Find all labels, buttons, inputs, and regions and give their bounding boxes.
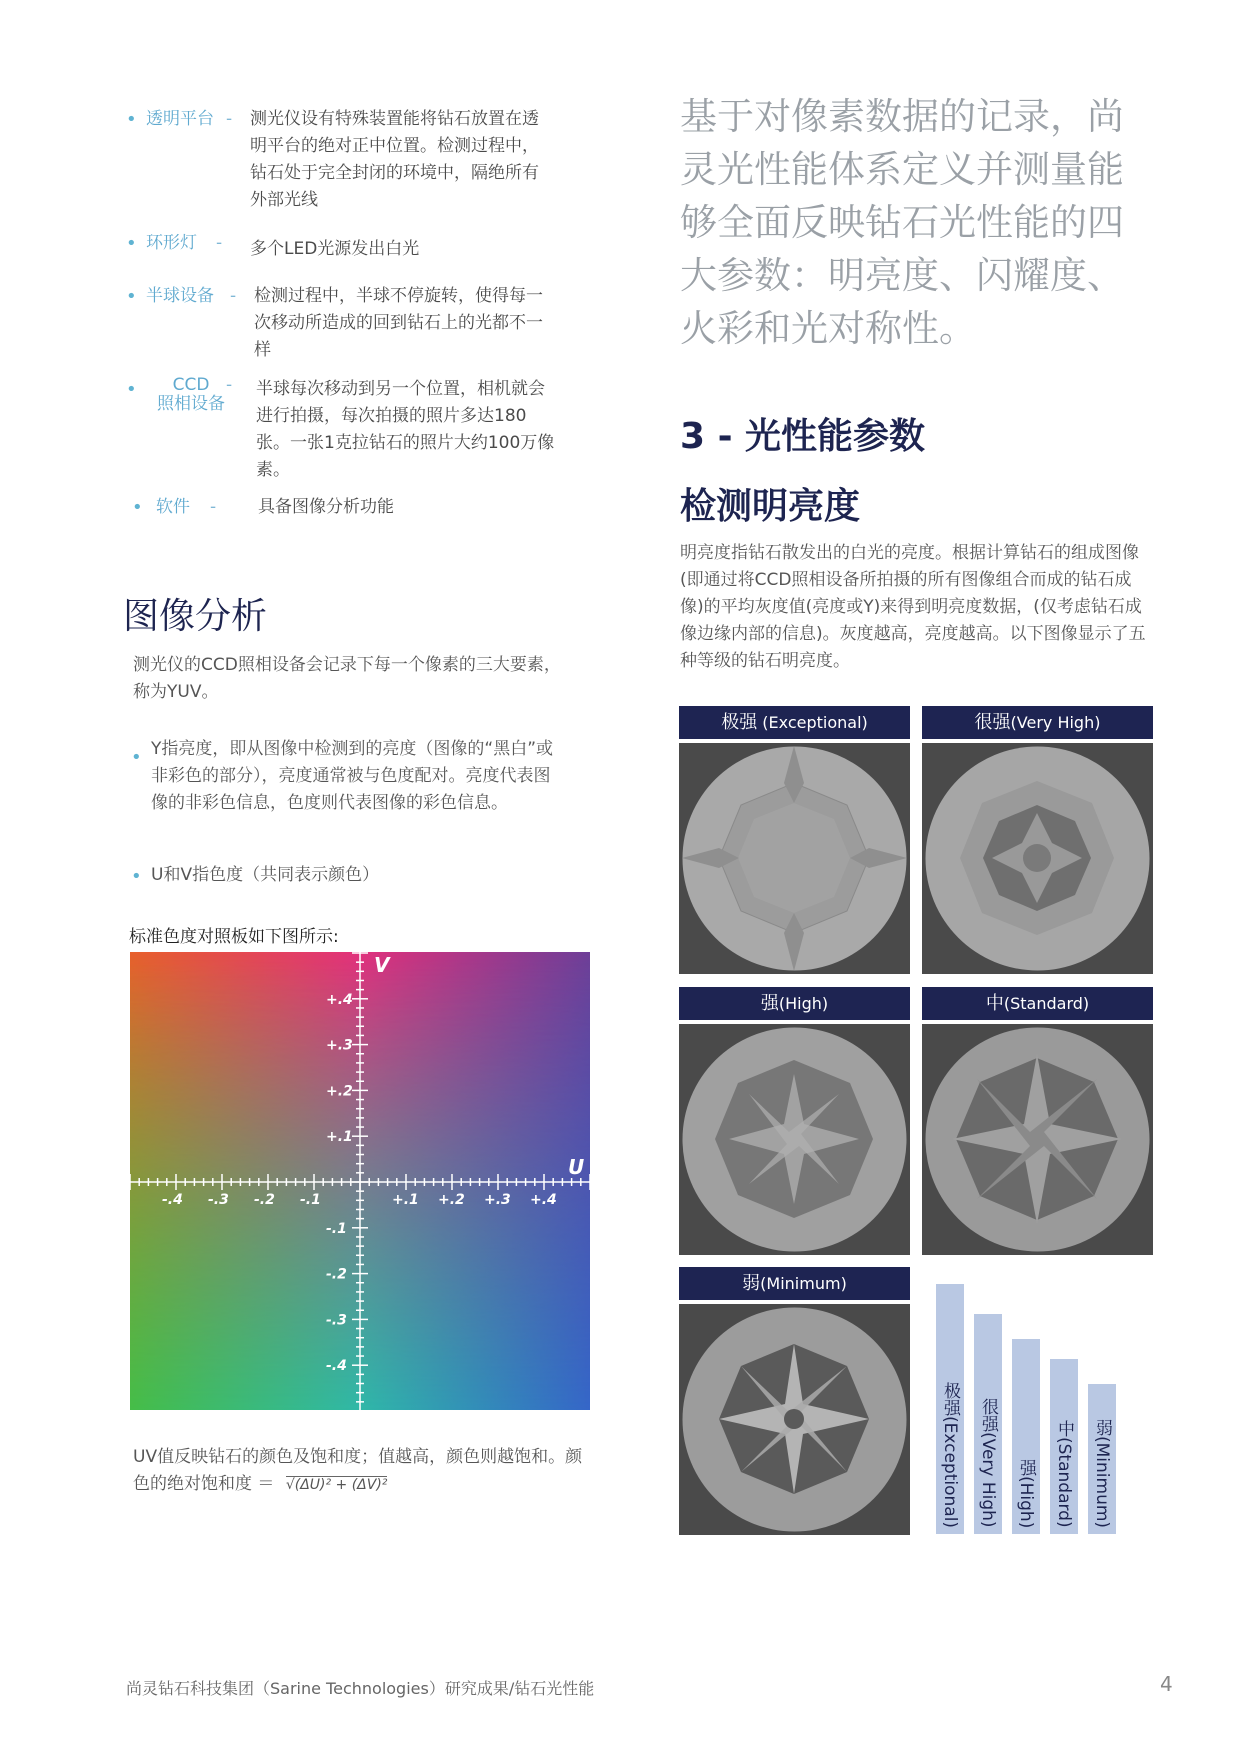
u-tick-label: -.2 xyxy=(254,1192,275,1208)
spec-term: 环形灯 xyxy=(146,233,197,253)
subsection-heading: 检测明亮度 xyxy=(680,486,861,527)
uv-note xyxy=(133,1444,583,1499)
grade-en: (High) xyxy=(778,994,829,1013)
section-heading: 3 - 光性能参数 xyxy=(680,416,926,457)
grade-zh: 极强 xyxy=(721,712,758,733)
u-axis-label: U xyxy=(568,1155,585,1179)
v-tick-label: +.2 xyxy=(326,1083,353,1100)
spec-desc: 测光仪设有特殊装置能将钻石放置在透明平台的绝对正中位置。检测过程中，钻石处于完全封闭的环境中，隔绝所有外部光线 xyxy=(250,109,539,210)
u-tick-label: +.3 xyxy=(484,1192,511,1208)
spec-term: 半球设备 xyxy=(146,286,214,306)
diamond-image-exceptional xyxy=(679,743,910,974)
bullet-icon: • xyxy=(131,866,142,887)
brightness-bar-label: 弱(Minimum) xyxy=(1092,1418,1112,1528)
brightness-bar xyxy=(936,1284,964,1534)
brightness-paragraph: 明亮度指钻石散发出的白光的亮度。根据计算钻石的组成图像(即通过将CCD照相设备所拍摄的所有图像组合而成的钻石成像)的平均灰度值(亮度或Y)来得到明亮度数据，(仅考虑钻石成像边缘内部的信息)。灰度越高，亮度越高。以下图像显示了五种等级的钻石明亮度。 xyxy=(680,543,1146,671)
grade-header-minimum xyxy=(679,1267,910,1300)
v-axis-label: V xyxy=(374,953,390,977)
uv-note-text: UV值反映钻石的颜色及饱和度；值越高，颜色则越饱和。颜色的绝对饱和度 ＝ xyxy=(133,1447,583,1494)
v-tick-label: +.4 xyxy=(326,991,353,1008)
u-tick-label: -.4 xyxy=(162,1192,183,1208)
v-tick-label: -.4 xyxy=(326,1358,347,1375)
dash: - xyxy=(230,286,237,306)
dash: - xyxy=(226,109,233,129)
grade-zh: 很强 xyxy=(974,712,1011,733)
u-tick-label: +.1 xyxy=(392,1192,419,1208)
v-tick-label: -.2 xyxy=(326,1266,347,1283)
saturation-formula: √(ΔU)² + (ΔV)² xyxy=(285,1477,388,1493)
spec-desc: 多个LED光源发出白光 xyxy=(250,239,420,259)
brightness-bar xyxy=(1012,1339,1040,1534)
diamond-image-standard xyxy=(922,1024,1153,1255)
bullet-icon: • xyxy=(126,379,137,400)
bullet-text: Y指亮度，即从图像中检测到的亮度（图像的“黑白”或非彩色的部分），亮度通常被与色度配对。亮度代表图像的非彩色信息，色度则代表图像的彩色信息。 xyxy=(151,739,553,813)
grade-header-very-high xyxy=(922,706,1153,739)
bullet-icon: • xyxy=(132,497,143,518)
diamond-image-very-high xyxy=(922,743,1153,974)
grade-zh: 强 xyxy=(760,993,779,1014)
brightness-bar xyxy=(1088,1384,1116,1534)
chart-caption: 标准色度对照板如下图所示: xyxy=(129,927,339,947)
diamond-image-high xyxy=(679,1024,910,1255)
spec-term-line: CCD xyxy=(172,375,210,395)
bullet-icon: • xyxy=(131,747,142,768)
pull-quote: 基于对像素数据的记录，尚灵光性能体系定义并测量能够全面反映钻石光性能的四大参数：明亮度、闪耀度、火彩和光对称性。 xyxy=(680,95,1124,350)
grade-header-high xyxy=(679,987,910,1020)
grade-header-standard xyxy=(922,987,1153,1020)
spec-term xyxy=(146,376,236,414)
intro-paragraph: 测光仪的CCD照相设备会记录下每一个像素的三大要素，称为YUV。 xyxy=(133,655,561,702)
bullet-icon: • xyxy=(126,286,137,307)
v-tick-label: +.1 xyxy=(326,1129,353,1146)
v-tick-label: +.3 xyxy=(326,1037,353,1054)
brightness-bar-chart xyxy=(936,1280,1136,1534)
spec-desc: 半球每次移动到另一个位置，相机就会进行拍摄，每次拍摄的照片多达180张。一张1克拉钻石的照片大约100万像素。 xyxy=(256,379,555,480)
brightness-bar-label: 很强(Very High) xyxy=(978,1398,998,1528)
diamond-image-minimum xyxy=(679,1304,910,1535)
spec-desc: 检测过程中，半球不停旋转，使得每一次移动所造成的回到钻石上的光都不一样 xyxy=(254,286,543,360)
dash: - xyxy=(210,497,217,517)
section-title: 图像分析 xyxy=(123,596,268,637)
grade-en: (Minimum) xyxy=(760,1274,847,1293)
bullet-icon: • xyxy=(126,233,137,254)
u-tick-label: -.1 xyxy=(300,1192,321,1208)
grade-en: (Very High) xyxy=(1010,713,1101,732)
grade-zh: 弱 xyxy=(742,1273,761,1294)
brightness-bar-label: 强(High) xyxy=(1016,1458,1036,1528)
brightness-bar-label: 中(Standard) xyxy=(1054,1420,1074,1528)
v-tick-label: -.1 xyxy=(326,1220,347,1237)
brightness-bar-label: 极强(Exceptional) xyxy=(940,1381,960,1528)
u-tick-label: -.3 xyxy=(208,1192,229,1208)
v-tick-label: -.3 xyxy=(326,1312,347,1329)
brightness-bar xyxy=(974,1314,1002,1534)
spec-term-line: 照相设备 xyxy=(157,394,225,414)
spec-term: 透明平台 xyxy=(146,109,214,129)
grade-header-exceptional xyxy=(679,706,910,739)
uv-color-chart xyxy=(130,952,590,1410)
bullet-icon: • xyxy=(126,109,137,130)
bullet-text: U和V指色度（共同表示颜色） xyxy=(151,865,380,885)
u-tick-label: +.2 xyxy=(438,1192,465,1208)
brightness-bar xyxy=(1050,1359,1078,1534)
grade-zh: 中 xyxy=(985,993,1004,1014)
grade-en: (Exceptional) xyxy=(757,713,868,732)
grade-en: (Standard) xyxy=(1003,994,1090,1013)
dash: - xyxy=(226,375,233,395)
spec-term: 软件 xyxy=(156,497,190,517)
u-tick-label: +.4 xyxy=(530,1192,557,1208)
footer-text: 尚灵钻石科技集团（Sarine Technologies）研究成果/钻石光性能 xyxy=(126,1679,595,1698)
page-number: 4 xyxy=(1160,1672,1173,1696)
dash: - xyxy=(216,233,223,253)
spec-desc: 具备图像分析功能 xyxy=(258,497,394,517)
